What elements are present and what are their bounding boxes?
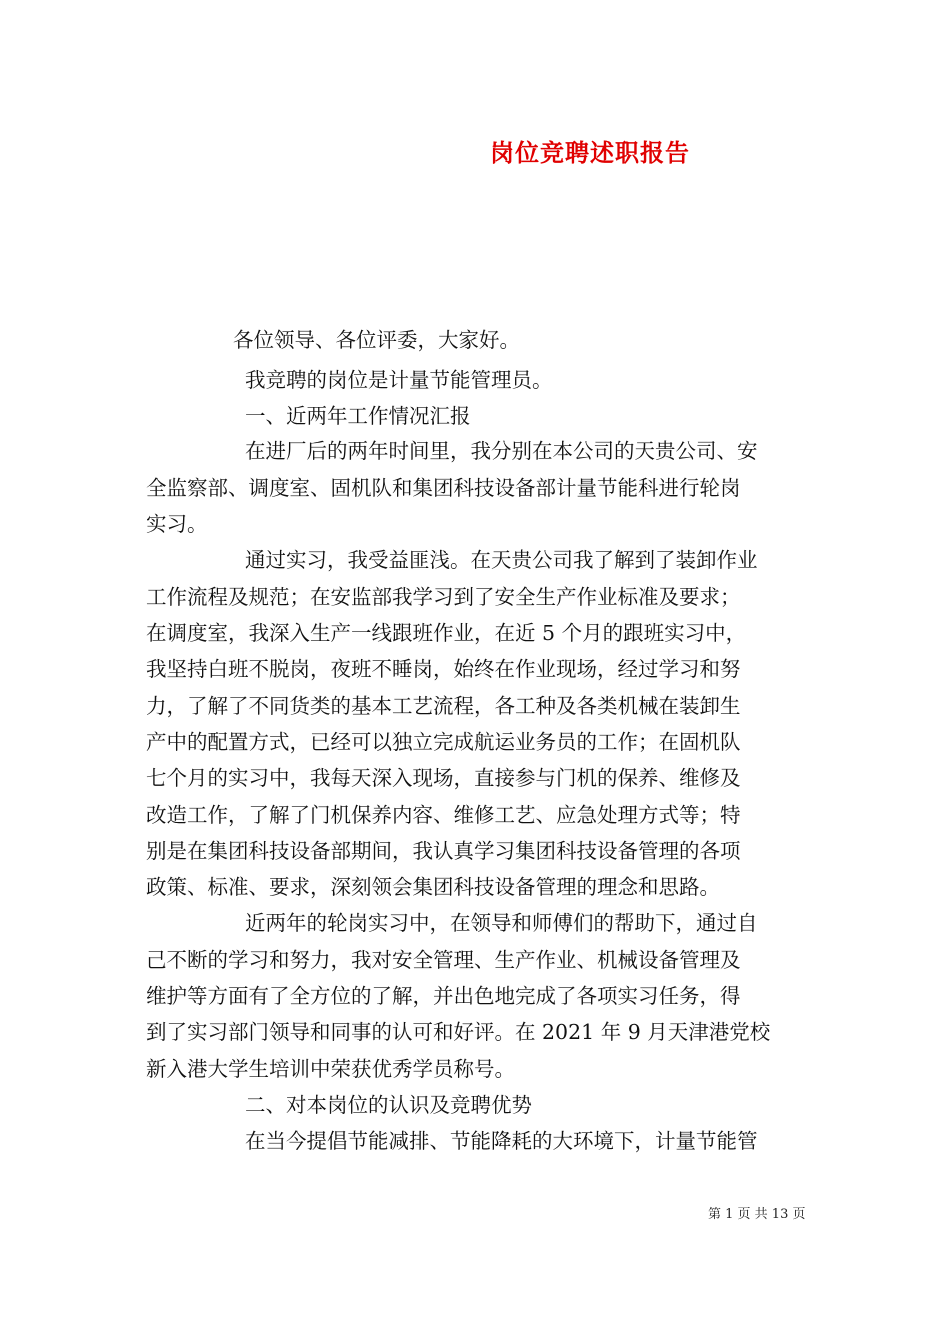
body-line: 改造工作，了解了门机保养内容、维修工艺、应急处理方式等；特 xyxy=(146,803,741,827)
body-line: 政策、标准、要求，深刻领会集团科技设备管理的理念和思路。 xyxy=(146,875,720,899)
body-line: 产中的配置方式，已经可以独立完成航运业务员的工作；在固机队 xyxy=(146,730,741,754)
body-line: 七个月的实习中，我每天深入现场，直接参与门机的保养、维修及 xyxy=(146,766,741,790)
body-line: 全监察部、调度室、固机队和集团科技设备部计量节能科进行轮岗 xyxy=(146,476,741,500)
body-line: 工作流程及规范；在安监部我学习到了安全生产作业标准及要求； xyxy=(146,585,741,609)
body-line: 实习。 xyxy=(146,512,208,536)
body-line: 我坚持白班不脱岗，夜班不睡岗，始终在作业现场，经过学习和努 xyxy=(146,657,741,681)
page-number: 第 1 页 共 13 页 xyxy=(708,1207,806,1222)
body-line: 我竞聘的岗位是计量节能管理员。 xyxy=(245,368,553,392)
body-line: 力，了解了不同货类的基本工艺流程，各工种及各类机械在装卸生 xyxy=(146,694,741,718)
body-line: 到了实习部门领导和同事的认可和好评。在 2021 年 9 月天津港党校 xyxy=(146,1020,771,1044)
body-line: 维护等方面有了全方位的了解，并出色地完成了各项实习任务，得 xyxy=(146,984,741,1008)
document-title: 岗位竞聘述职报告 xyxy=(490,138,690,167)
body-line: 近两年的轮岗实习中，在领导和师傅们的帮助下，通过自 xyxy=(245,911,758,935)
body-line: 一、近两年工作情况汇报 xyxy=(245,404,471,428)
body-line: 在进厂后的两年时间里，我分别在本公司的天贵公司、安 xyxy=(245,439,758,463)
body-line: 二、对本岗位的认识及竞聘优势 xyxy=(245,1093,532,1117)
body-line: 己不断的学习和努力，我对安全管理、生产作业、机械设备管理及 xyxy=(146,948,741,972)
body-line: 在调度室，我深入生产一线跟班作业，在近 5 个月的跟班实习中， xyxy=(146,621,747,645)
body-line: 别是在集团科技设备部期间，我认真学习集团科技设备管理的各项 xyxy=(146,839,741,863)
body-line: 通过实习，我受益匪浅。在天贵公司我了解到了装卸作业 xyxy=(245,548,758,572)
body-line: 在当今提倡节能减排、节能降耗的大环境下，计量节能管 xyxy=(245,1129,758,1153)
body-line: 各位领导、各位评委，大家好。 xyxy=(233,328,520,352)
body-line: 新入港大学生培训中荣获优秀学员称号。 xyxy=(146,1057,515,1081)
